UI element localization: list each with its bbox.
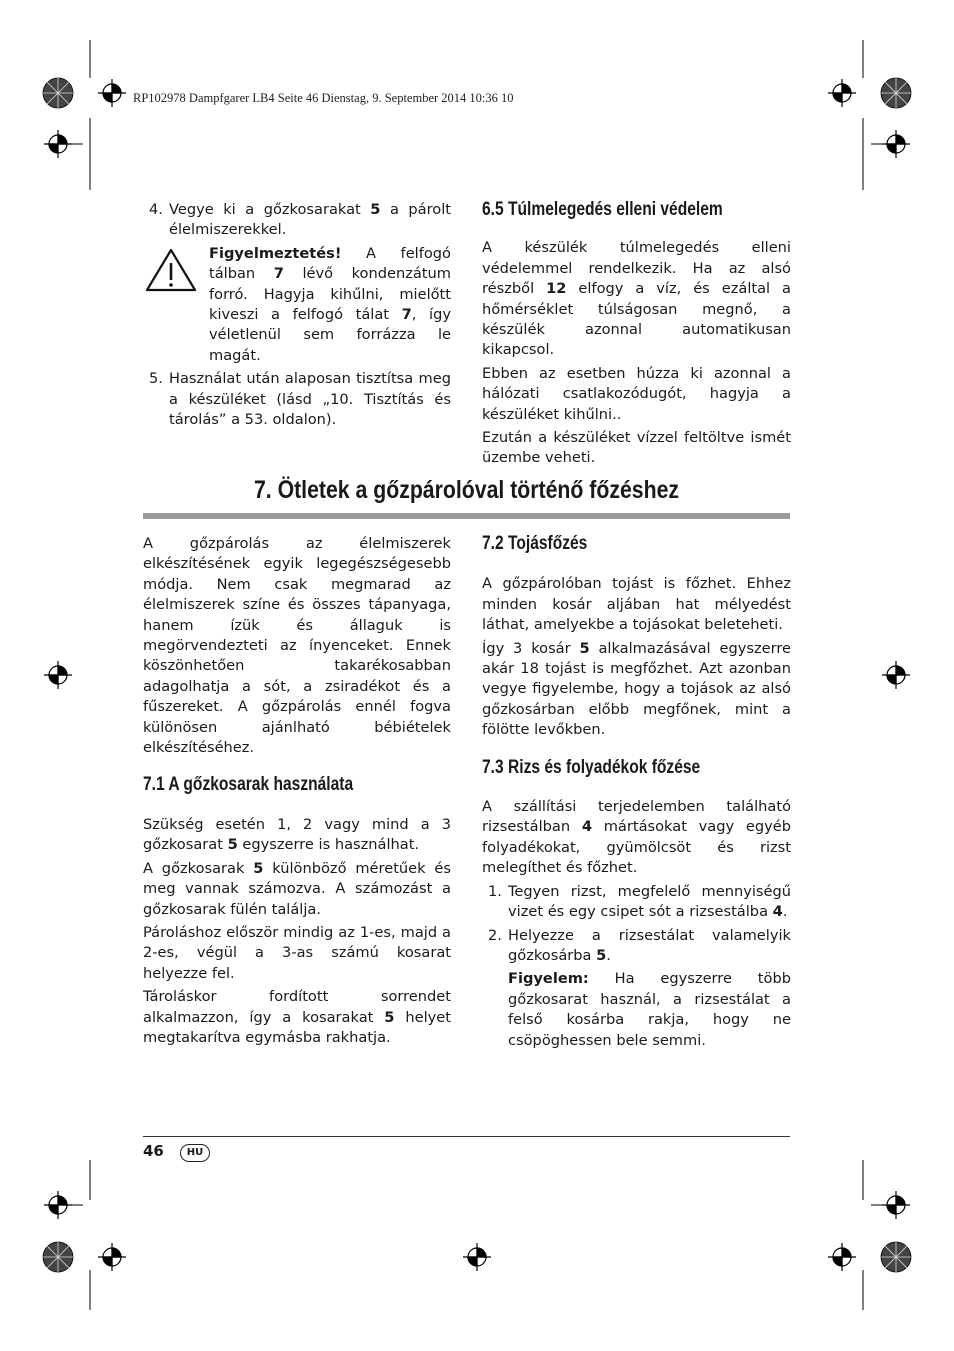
list-text: Helyezze a rizsestálat valamelyik gőzkosárba 5. [508, 926, 791, 964]
chapter-title: 7. Ötletek a gőzpárolóval történő főzéshez [253, 476, 680, 504]
list-number: 2. [488, 926, 502, 944]
list-text: Vegye ki a gőzkosarakat 5 a párolt élelmiszerekkel. [169, 201, 451, 239]
paragraph: A szállítási terjedelemben található rizsestálban 4 mártásokat vagy egyéb folyadékokat, gyümölcsöt és rizst melegíthet és főzhet. [482, 798, 791, 877]
warning-text: Figyelmeztetés! A felfogó tálban 7 lévő kondenzátum forró. Hagyja kihűlni, mielőtt kiveszi a felfogó tálat 7, így véletlenül sem forrázza le magát. [209, 244, 451, 364]
list-item [482, 882, 791, 923]
warning-triangle-icon [143, 244, 209, 366]
list-item [482, 926, 791, 967]
left-column-bottom [143, 534, 451, 1051]
note-paragraph: Figyelem: Ha egyszerre több gőzkosarat használ, a rizsestálat a felső kosárba rakja, hogy ne csöpöghessen bele semmi. [508, 970, 791, 1049]
paragraph: A gőzpárolóban tojást is főzhet. Ehhez minden kosár aljában hat mélyedést láthat, amelyekbe a tojásokat beleteheti. [482, 575, 791, 634]
footer-rule [143, 1136, 790, 1137]
section-heading: 7.2 Tojásfőzés [482, 533, 588, 554]
paragraph: Pároláshoz először mindig az 1-es, majd a 2-es, végül a 3-as számú kosarat helyezze fel. [143, 923, 451, 982]
paragraph: Így 3 kosár 5 alkalmazásával egyszerre akár 18 tojást is megfőzhet. Azt azonban vegye figyelembe, hogy a tojások az alsó gőzkosárban előbb megfőnek, mint a fölötte levőkben. [482, 639, 791, 739]
paragraph: Szükség esetén 1, 2 vagy mind a 3 gőzkosarat 5 egyszerre is használhat. [143, 815, 451, 854]
section-heading: 7.3 Rizs és folyadékok főzése [482, 756, 701, 778]
print-slug: RP102978 Dampfgarer LB4 Seite 46 Dienstag, 9. September 2014 10:36 10 [133, 91, 514, 105]
list-text: Használat után alaposan tisztítsa meg a készüléket (lásd „10. Tisztítás és tárolás” a 53. oldalon). [169, 370, 451, 429]
left-column-top [143, 200, 451, 433]
section-6-5 [482, 200, 791, 472]
chapter-rule [143, 513, 790, 519]
page-number: 46 [143, 1142, 164, 1160]
right-column-bottom [482, 534, 791, 1054]
intro-paragraph: A gőzpárolás az élelmiszerek elkészítésének egyik legegészségesebb módja. Nem csak megmarad az élelmiszerek színe és összes tápanyaga, hanem ízük és állaguk is megörvendezteti az ínyenceket. Ennek köszönhetően takarékosabban adagolhatja a sót, a zsiradékot és a fűszereket. A gőzpárolás ennél fogva különösen ajánlható bébiételek elkészítéséhez. [143, 535, 451, 757]
language-badge: HU [180, 1144, 210, 1162]
paragraph: Tároláskor fordított sorrendet alkalmazzon, így a kosarakat 5 helyet megtakarítva egymásba rakhatja. [143, 988, 451, 1046]
section-heading: 6.5 Túlmelegedés elleni védelem [482, 199, 723, 220]
section-heading: 7.1 A gőzkosarak használata [143, 774, 354, 796]
paragraph: A készülék túlmelegedés elleni védelemmel rendelkezik. Ha az alsó részből 12 elfogy a víz, és ezáltal a hőmérséklet túlságosan megnő, a készülék azonnal automatikusan kikapcsol. [482, 239, 791, 359]
list-text: Tegyen rizst, megfelelő mennyiségű vizet és egy csipet sót a rizsestálba 4. [508, 882, 791, 921]
paragraph: A gőzkosarak 5 különböző méretűek és meg vannak számozva. A számozást a gőzkosarak fülén találja. [143, 859, 451, 918]
warning-box [143, 244, 451, 366]
list-item [143, 369, 451, 430]
paragraph: Ebben az esetben húzza ki azonnal a hálózati csatlakozódugót, hagyja a készüléket kihűlni.. [482, 364, 791, 423]
paragraph: Ezután a készüléket vízzel feltöltve ismét üzembe veheti. [482, 429, 791, 467]
list-number: 5. [149, 370, 163, 388]
list-number: 4. [149, 201, 163, 218]
list-item [143, 200, 451, 241]
list-number: 1. [488, 882, 502, 900]
